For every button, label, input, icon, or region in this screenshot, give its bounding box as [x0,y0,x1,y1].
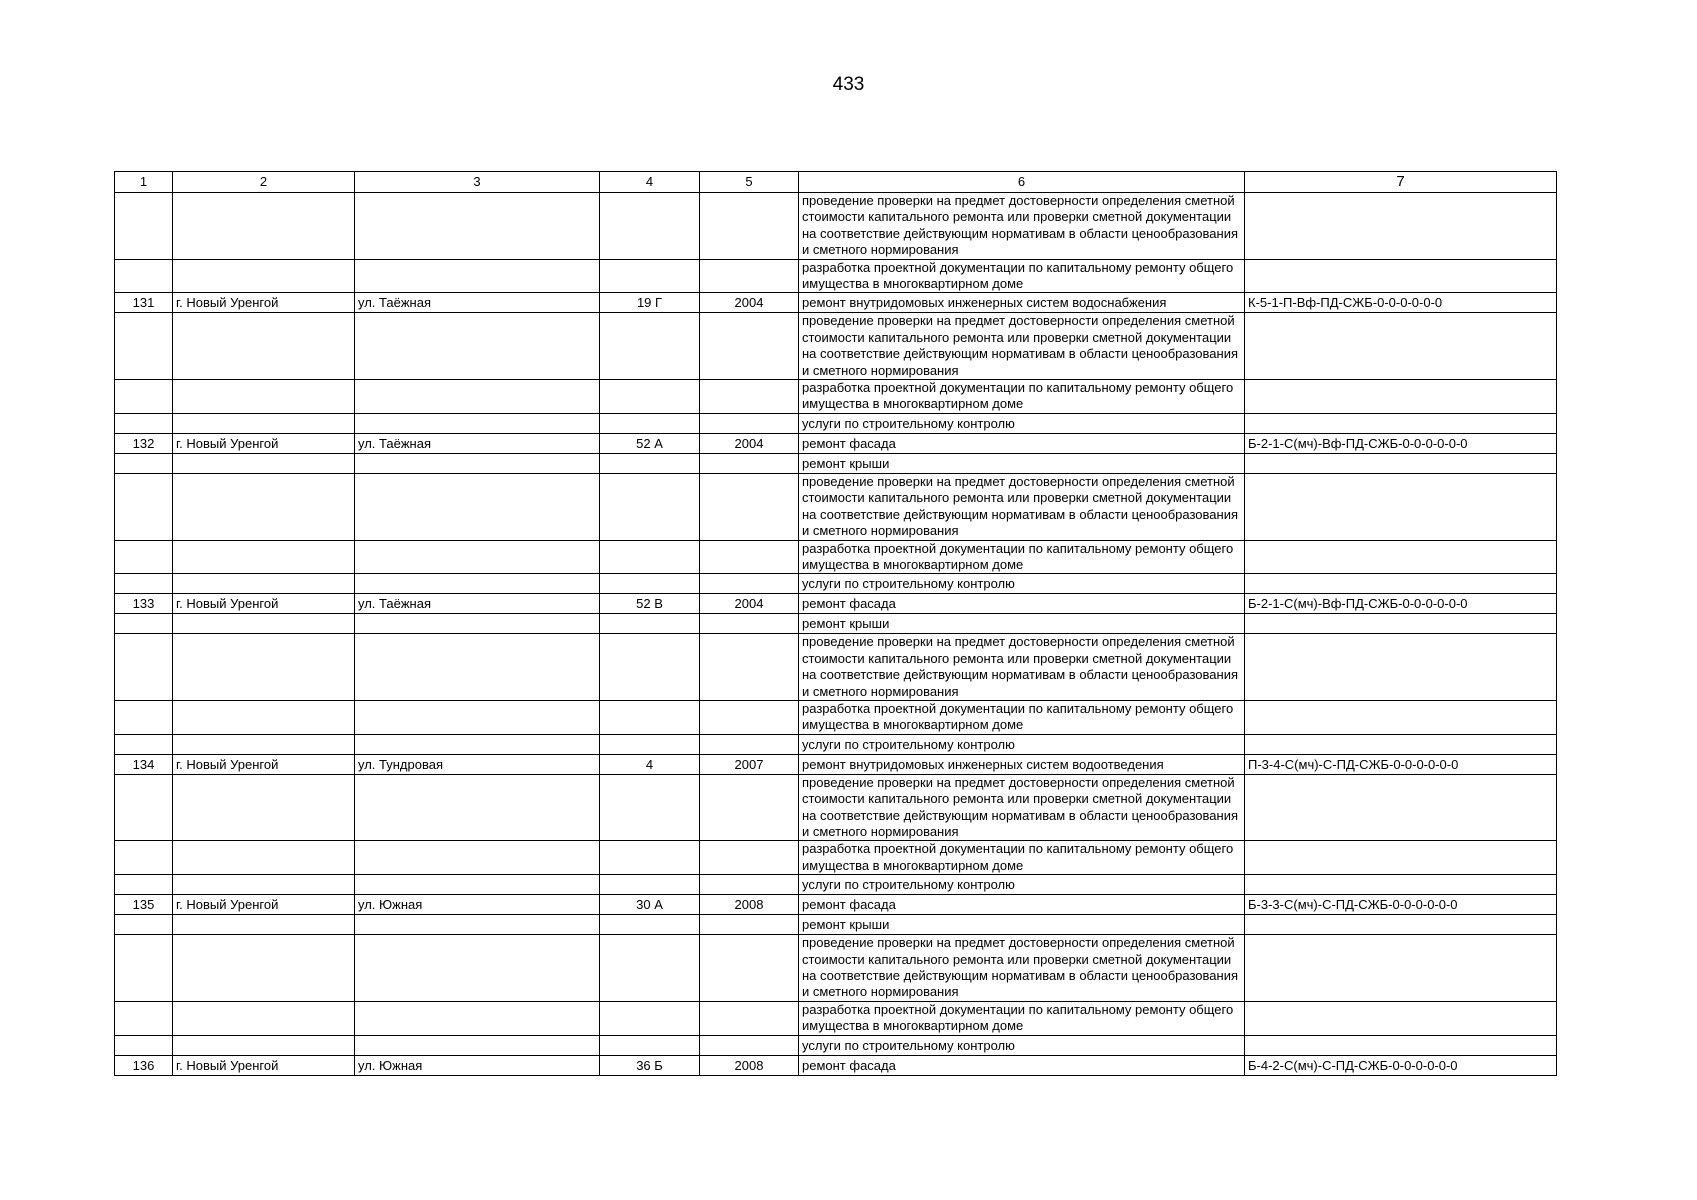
house-number-cell: 4 [600,754,700,774]
house-number-cell [600,540,700,574]
work-type-cell: услуги по строительному контролю [799,413,1245,433]
table-row [115,1055,1557,1075]
street-cell: ул. Южная [355,1055,600,1075]
code-cell [1245,875,1557,895]
street-cell: ул. Таёжная [355,293,600,313]
work-type-cell: ремонт фасада [799,594,1245,614]
table-row [115,614,1557,634]
row-number: 136 [115,1055,173,1075]
row-number [115,734,173,754]
work-type-cell: проведение проверки на предмет достоверности определения сметной стоимости капитального ремонта или проверки сметной документации на соответствие действующим нормативам в области ценообразования и сметного нормирования [799,473,1245,540]
table-row [115,594,1557,614]
house-number-cell [600,774,700,841]
row-number [115,774,173,841]
house-number-cell [600,193,700,260]
city-cell [173,313,355,380]
year-cell: 2008 [700,1055,799,1075]
work-type-cell: ремонт крыши [799,614,1245,634]
row-number: 134 [115,754,173,774]
row-number [115,614,173,634]
code-cell [1245,614,1557,634]
city-cell [173,875,355,895]
table-row [115,754,1557,774]
city-cell [173,734,355,754]
city-cell [173,413,355,433]
table-row [115,313,1557,380]
row-number [115,634,173,701]
work-type-cell: ремонт внутридомовых инженерных систем водоснабжения [799,293,1245,313]
code-cell: Б-3-3-С(мч)-С-ПД-СЖБ-0-0-0-0-0-0 [1245,895,1557,915]
code-cell [1245,1035,1557,1055]
column-header-1: 1 [115,172,173,193]
code-cell [1245,1001,1557,1035]
row-number [115,915,173,935]
table-row [115,700,1557,734]
street-cell [355,574,600,594]
street-cell [355,935,600,1002]
year-cell [700,540,799,574]
row-number [115,413,173,433]
row-number [115,700,173,734]
work-type-cell: разработка проектной документации по капитальному ремонту общего имущества в многоквартирном доме [799,540,1245,574]
table-row [115,433,1557,453]
code-cell [1245,193,1557,260]
city-cell [173,774,355,841]
city-cell [173,841,355,875]
house-number-cell [600,875,700,895]
work-type-cell: ремонт фасада [799,1055,1245,1075]
row-number [115,1001,173,1035]
street-cell [355,734,600,754]
table-row [115,473,1557,540]
year-cell [700,380,799,414]
city-cell [173,453,355,473]
work-type-cell: услуги по строительному контролю [799,574,1245,594]
table-row [115,774,1557,841]
street-cell [355,453,600,473]
code-cell [1245,734,1557,754]
house-number-cell [600,734,700,754]
work-type-cell: услуги по строительному контролю [799,875,1245,895]
table-row [115,540,1557,574]
work-type-cell: разработка проектной документации по капитальному ремонту общего имущества в многоквартирном доме [799,259,1245,293]
code-cell [1245,774,1557,841]
row-number [115,313,173,380]
table-row [115,1001,1557,1035]
street-cell: ул. Таёжная [355,433,600,453]
page-number: 433 [832,74,865,95]
year-cell [700,413,799,433]
house-number-cell [600,380,700,414]
city-cell: г. Новый Уренгой [173,594,355,614]
street-cell [355,700,600,734]
table-row [115,841,1557,875]
house-number-cell [600,634,700,701]
work-type-cell: проведение проверки на предмет достоверности определения сметной стоимости капитального ремонта или проверки сметной документации на соответствие действующим нормативам в области ценообразования и сметного нормирования [799,193,1245,260]
column-header-3: 3 [355,172,600,193]
house-number-cell [600,1035,700,1055]
year-cell [700,313,799,380]
street-cell [355,380,600,414]
column-header-2: 2 [173,172,355,193]
year-cell [700,634,799,701]
work-type-cell: ремонт фасада [799,895,1245,915]
city-cell [173,1035,355,1055]
work-type-cell: проведение проверки на предмет достоверности определения сметной стоимости капитального ремонта или проверки сметной документации на соответствие действующим нормативам в области ценообразования и сметного нормирования [799,634,1245,701]
street-cell [355,634,600,701]
house-number-cell [600,313,700,380]
table-row [115,193,1557,260]
house-number-cell [600,841,700,875]
street-cell [355,774,600,841]
year-cell: 2004 [700,594,799,614]
code-cell [1245,574,1557,594]
row-number [115,193,173,260]
code-cell [1245,540,1557,574]
street-cell [355,1035,600,1055]
work-type-cell: проведение проверки на предмет достоверности определения сметной стоимости капитального ремонта или проверки сметной документации на соответствие действующим нормативам в области ценообразования и сметного нормирования [799,935,1245,1002]
city-cell: г. Новый Уренгой [173,433,355,453]
work-type-cell: ремонт крыши [799,453,1245,473]
year-cell [700,574,799,594]
code-cell [1245,380,1557,414]
column-header-7: 7 [1245,172,1557,193]
house-number-cell [600,574,700,594]
house-number-cell [600,259,700,293]
city-cell [173,915,355,935]
column-header-6: 6 [799,172,1245,193]
house-number-cell [600,413,700,433]
year-cell [700,915,799,935]
year-cell [700,193,799,260]
year-cell: 2008 [700,895,799,915]
year-cell: 2004 [700,433,799,453]
work-type-cell: проведение проверки на предмет достоверности определения сметной стоимости капитального ремонта или проверки сметной документации на соответствие действующим нормативам в области ценообразования и сметного нормирования [799,313,1245,380]
table-row [115,259,1557,293]
row-number: 133 [115,594,173,614]
code-cell: Б-4-2-С(мч)-С-ПД-СЖБ-0-0-0-0-0-0 [1245,1055,1557,1075]
year-cell [700,734,799,754]
table-row [115,875,1557,895]
code-cell [1245,259,1557,293]
street-cell [355,915,600,935]
street-cell [355,193,600,260]
row-number [115,935,173,1002]
table-row [115,293,1557,313]
work-type-cell: разработка проектной документации по капитальному ремонту общего имущества в многоквартирном доме [799,1001,1245,1035]
city-cell [173,614,355,634]
code-cell [1245,634,1557,701]
year-cell [700,259,799,293]
house-number-cell [600,1001,700,1035]
row-number [115,259,173,293]
year-cell [700,700,799,734]
street-cell [355,1001,600,1035]
house-number-cell: 52 А [600,433,700,453]
row-number: 131 [115,293,173,313]
work-type-cell: услуги по строительному контролю [799,1035,1245,1055]
table-row [115,380,1557,414]
work-type-cell: ремонт внутридомовых инженерных систем водоотведения [799,754,1245,774]
city-cell [173,473,355,540]
house-number-cell [600,935,700,1002]
work-type-cell: ремонт крыши [799,915,1245,935]
code-cell [1245,413,1557,433]
city-cell: г. Новый Уренгой [173,895,355,915]
row-number [115,574,173,594]
city-cell [173,574,355,594]
house-number-cell [600,915,700,935]
row-number [115,1035,173,1055]
street-cell [355,473,600,540]
street-cell: ул. Таёжная [355,594,600,614]
table-row [115,453,1557,473]
table-row [115,935,1557,1002]
table-row [115,1035,1557,1055]
work-type-cell: услуги по строительному контролю [799,734,1245,754]
table-row [115,915,1557,935]
city-cell: г. Новый Уренгой [173,754,355,774]
city-cell [173,700,355,734]
row-number [115,875,173,895]
work-type-cell: разработка проектной документации по капитальному ремонту общего имущества в многоквартирном доме [799,841,1245,875]
year-cell [700,1035,799,1055]
house-number-cell: 36 Б [600,1055,700,1075]
street-cell [355,540,600,574]
code-cell: Б-2-1-С(мч)-Вф-ПД-СЖБ-0-0-0-0-0-0 [1245,594,1557,614]
code-cell [1245,473,1557,540]
works-table [114,171,1557,1076]
city-cell: г. Новый Уренгой [173,1055,355,1075]
house-number-cell [600,614,700,634]
table-row [115,574,1557,594]
street-cell [355,875,600,895]
code-cell: К-5-1-П-Вф-ПД-СЖБ-0-0-0-0-0-0 [1245,293,1557,313]
street-cell [355,313,600,380]
street-cell [355,841,600,875]
table-row [115,734,1557,754]
house-number-cell [600,473,700,540]
street-cell: ул. Тундровая [355,754,600,774]
column-header-5: 5 [700,172,799,193]
code-cell [1245,453,1557,473]
code-cell [1245,915,1557,935]
city-cell [173,193,355,260]
code-cell [1245,313,1557,380]
city-cell [173,634,355,701]
city-cell [173,540,355,574]
table-header-row [115,172,1557,193]
house-number-cell: 30 А [600,895,700,915]
city-cell [173,935,355,1002]
row-number [115,453,173,473]
row-number [115,380,173,414]
table-row [115,413,1557,433]
row-number: 132 [115,433,173,453]
code-cell: П-3-4-С(мч)-С-ПД-СЖБ-0-0-0-0-0-0 [1245,754,1557,774]
column-header-4: 4 [600,172,700,193]
city-cell [173,380,355,414]
year-cell: 2004 [700,293,799,313]
street-cell [355,614,600,634]
row-number [115,841,173,875]
house-number-cell [600,700,700,734]
work-type-cell: разработка проектной документации по капитальному ремонту общего имущества в многоквартирном доме [799,700,1245,734]
code-cell [1245,935,1557,1002]
year-cell [700,774,799,841]
row-number [115,473,173,540]
work-type-cell: разработка проектной документации по капитальному ремонту общего имущества в многоквартирном доме [799,380,1245,414]
table-row [115,634,1557,701]
table-body [115,193,1557,1076]
code-cell [1245,700,1557,734]
year-cell [700,935,799,1002]
city-cell: г. Новый Уренгой [173,293,355,313]
house-number-cell [600,453,700,473]
year-cell [700,453,799,473]
table-row [115,895,1557,915]
street-cell [355,259,600,293]
code-cell [1245,841,1557,875]
street-cell [355,413,600,433]
house-number-cell: 19 Г [600,293,700,313]
year-cell: 2007 [700,754,799,774]
code-cell: Б-2-1-С(мч)-Вф-ПД-СЖБ-0-0-0-0-0-0 [1245,433,1557,453]
year-cell [700,875,799,895]
city-cell [173,1001,355,1035]
street-cell: ул. Южная [355,895,600,915]
work-type-cell: ремонт фасада [799,433,1245,453]
house-number-cell: 52 В [600,594,700,614]
year-cell [700,841,799,875]
row-number [115,540,173,574]
city-cell [173,259,355,293]
year-cell [700,614,799,634]
year-cell [700,1001,799,1035]
work-type-cell: проведение проверки на предмет достоверности определения сметной стоимости капитального ремонта или проверки сметной документации на соответствие действующим нормативам в области ценообразования и сметного нормирования [799,774,1245,841]
row-number: 135 [115,895,173,915]
year-cell [700,473,799,540]
